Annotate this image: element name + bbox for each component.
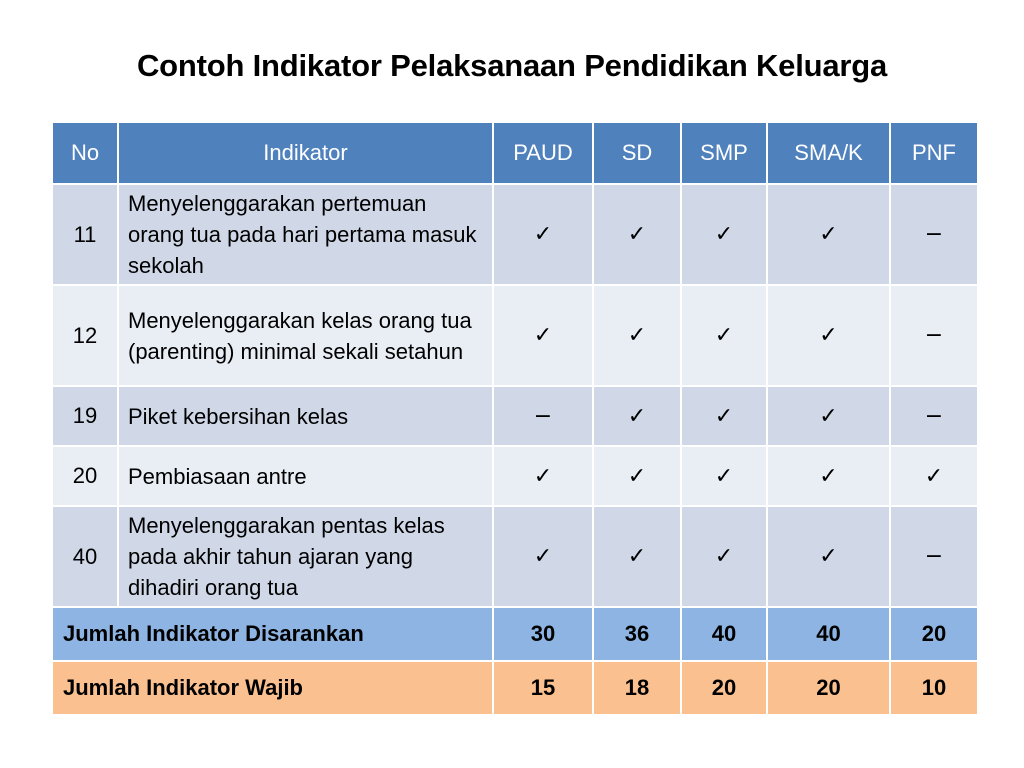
table-row	[52, 285, 978, 386]
summary-smak: 20	[767, 661, 890, 715]
header-sd: SD	[593, 122, 681, 184]
indicator-text: Pembiasaan antre	[118, 446, 493, 506]
summary-sd: 36	[593, 607, 681, 661]
mark-pnf: ✓	[890, 446, 978, 506]
header-paud: PAUD	[493, 122, 593, 184]
indicator-text: Piket kebersihan kelas	[118, 386, 493, 446]
summary-pnf: 20	[890, 607, 978, 661]
table-row	[52, 446, 978, 506]
indicator-table	[51, 121, 979, 716]
mark-smp: ✓	[681, 446, 767, 506]
summary-paud: 15	[493, 661, 593, 715]
summary-smak: 40	[767, 607, 890, 661]
table-header-row	[52, 122, 978, 184]
indicator-text: Menyelenggarakan pertemuan orang tua pada hari pertama masuk sekolah	[118, 184, 493, 285]
mark-pnf: −	[890, 386, 978, 446]
table-row	[52, 184, 978, 285]
header-smp: SMP	[681, 122, 767, 184]
mark-smak: ✓	[767, 184, 890, 285]
summary-sd: 18	[593, 661, 681, 715]
page-title: Contoh Indikator Pelaksanaan Pendidikan Keluarga	[136, 48, 888, 83]
mark-smp: ✓	[681, 285, 767, 386]
mark-sd: ✓	[593, 285, 681, 386]
summary-row-required	[52, 661, 978, 715]
mark-smp: ✓	[681, 386, 767, 446]
mark-smak: ✓	[767, 386, 890, 446]
row-number: 12	[52, 285, 118, 386]
mark-pnf: −	[890, 184, 978, 285]
summary-smp: 20	[681, 661, 767, 715]
mark-paud: ✓	[493, 506, 593, 607]
row-number: 20	[52, 446, 118, 506]
mark-paud: ✓	[493, 285, 593, 386]
header-indikator: Indikator	[118, 122, 493, 184]
mark-smak: ✓	[767, 506, 890, 607]
mark-paud: −	[493, 386, 593, 446]
mark-paud: ✓	[493, 446, 593, 506]
header-no: No	[52, 122, 118, 184]
mark-sd: ✓	[593, 386, 681, 446]
mark-sd: ✓	[593, 184, 681, 285]
summary-label: Jumlah Indikator Wajib	[52, 661, 493, 715]
summary-row-recommended	[52, 607, 978, 661]
mark-sd: ✓	[593, 506, 681, 607]
mark-smp: ✓	[681, 184, 767, 285]
summary-pnf: 10	[890, 661, 978, 715]
indicator-text: Menyelenggarakan kelas orang tua (parenting) minimal sekali setahun	[118, 285, 493, 386]
mark-smp: ✓	[681, 506, 767, 607]
table-row	[52, 386, 978, 446]
table-row	[52, 506, 978, 607]
header-pnf: PNF	[890, 122, 978, 184]
mark-paud: ✓	[493, 184, 593, 285]
mark-pnf: −	[890, 506, 978, 607]
indicator-text: Menyelenggarakan pentas kelas pada akhir tahun ajaran yang dihadiri orang tua	[118, 506, 493, 607]
header-smak: SMA/K	[767, 122, 890, 184]
row-number: 19	[52, 386, 118, 446]
summary-paud: 30	[493, 607, 593, 661]
mark-pnf: −	[890, 285, 978, 386]
summary-label: Jumlah Indikator Disarankan	[52, 607, 493, 661]
row-number: 11	[52, 184, 118, 285]
mark-smak: ✓	[767, 446, 890, 506]
row-number: 40	[52, 506, 118, 607]
mark-smak: ✓	[767, 285, 890, 386]
mark-sd: ✓	[593, 446, 681, 506]
summary-smp: 40	[681, 607, 767, 661]
